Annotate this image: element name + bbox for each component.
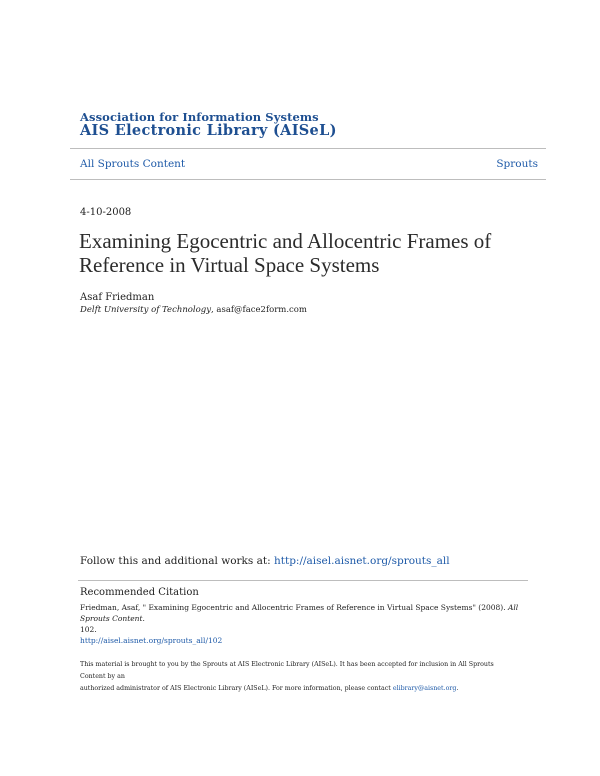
citation-text-suffix: . bbox=[142, 614, 145, 623]
all-sprouts-content-link[interactable]: All Sprouts Content bbox=[80, 158, 186, 170]
citation-line bbox=[80, 602, 530, 624]
citation-url-link[interactable]: http://aisel.aisnet.org/sprouts_all/102 bbox=[80, 636, 223, 645]
header-bottom-rule bbox=[70, 179, 546, 180]
citation-rule bbox=[78, 580, 528, 581]
citation-heading: Recommended Citation bbox=[80, 587, 199, 598]
paper-title: Examining Egocentric and Allocentric Frames of Reference in Virtual Space Systems bbox=[79, 229, 492, 277]
library-name: AIS Electronic Library (AISeL) bbox=[80, 122, 337, 139]
footer-line-2-end: . bbox=[456, 685, 459, 692]
citation-body bbox=[80, 602, 530, 646]
author-email: , asaf@face2form.com bbox=[211, 305, 307, 315]
citation-number: 102. bbox=[80, 625, 97, 634]
author-name: Asaf Friedman bbox=[80, 292, 155, 303]
follow-line bbox=[80, 555, 450, 567]
author-affiliation bbox=[80, 305, 307, 315]
organization-name: Association for Information Systems bbox=[80, 110, 319, 124]
publication-date: 4-10-2008 bbox=[80, 207, 132, 218]
citation-text: Friedman, Asaf, " Examining Egocentric and Allocentric Frames of Reference in Virtual Space Systems" (2008). bbox=[80, 603, 508, 612]
header-top-rule bbox=[70, 148, 546, 149]
footer-line-2: authorized administrator of AIS Electronic Library (AISeL). For more information, please contact bbox=[80, 685, 393, 692]
citation-series: All Sprouts Content bbox=[80, 603, 519, 623]
follow-label: Follow this and additional works at: bbox=[80, 555, 274, 567]
sprouts-link[interactable]: Sprouts bbox=[496, 158, 538, 170]
contact-email-link[interactable]: elibrary@aisnet.org bbox=[392, 685, 457, 692]
sprouts-all-link[interactable]: http://aisel.aisnet.org/sprouts_all bbox=[274, 555, 450, 567]
footer-notice bbox=[80, 659, 520, 695]
author-institution: Delft University of Technology bbox=[80, 305, 211, 315]
footer-line-1: This material is brought to you by the Sprouts at AIS Electronic Library (AISeL). It has been accepted for inclusion in All Sprouts Content by an bbox=[80, 661, 494, 680]
